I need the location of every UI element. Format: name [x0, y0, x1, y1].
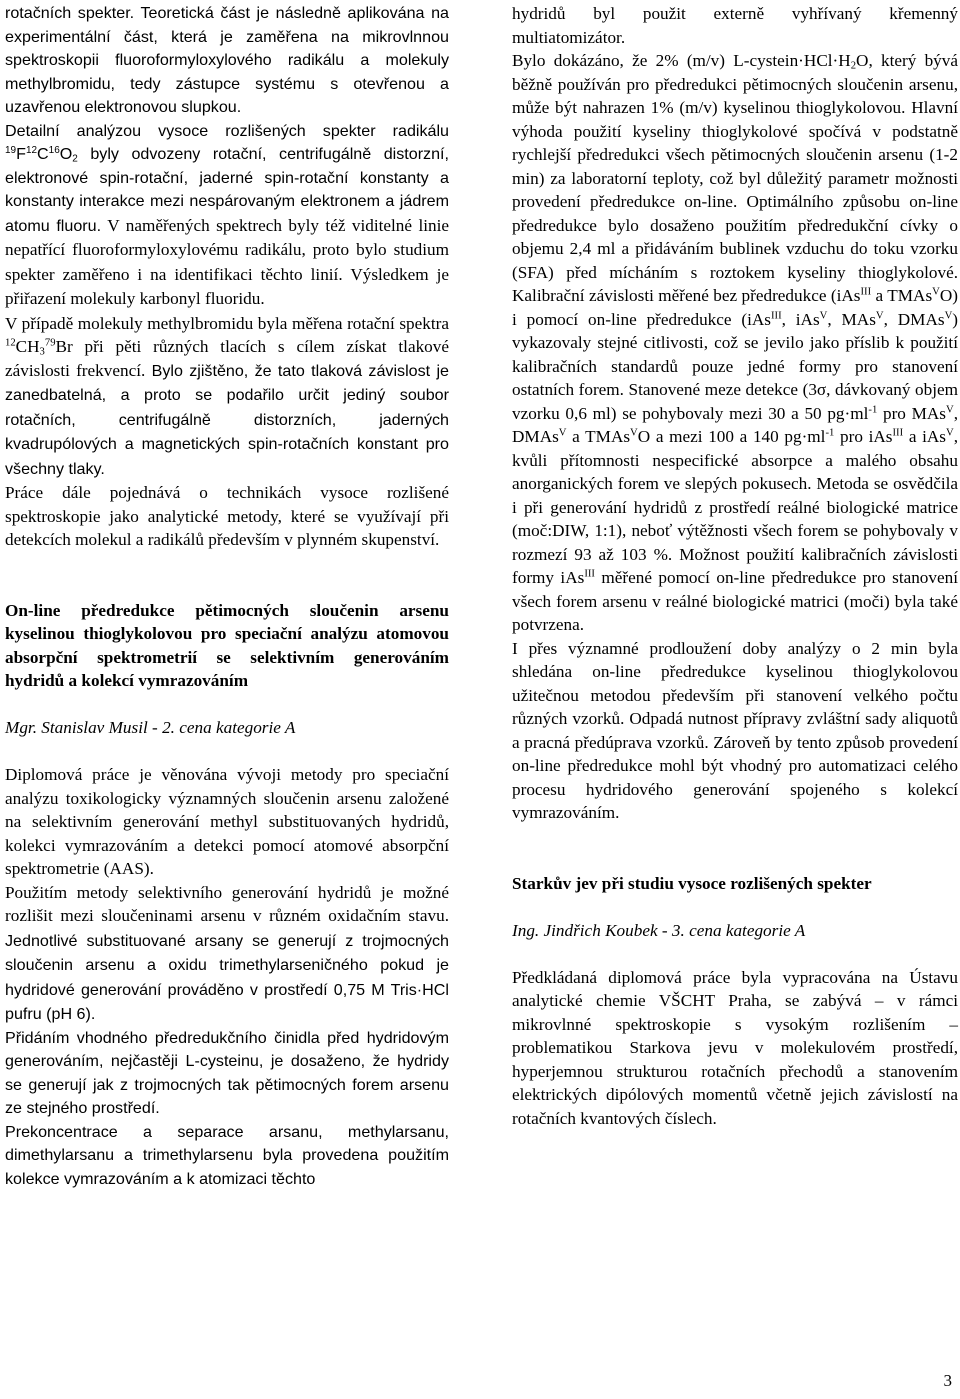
left-column — [5, 2, 449, 1191]
preconcentration-paragraph: Prekoncentrace a separace arsanu, methylarsanu, dimethylarsanu a trimethylarsenu byla provedena použitím kolekce vymrazováním a k atomizaci těchto — [5, 1122, 449, 1188]
section-title: Starkův jev při studiu vysoce rozlišených spekter — [512, 873, 872, 893]
selective-generation-paragraph: Použitím metody selektivního generování hydridů je možné rozlišit mezi sloučeninami arsenu v různém oxidačním stavu. Jednotlivé substituované arsany se generují z trojmocných sloučenin arsenu a oxidu trimethylarseničného pokud je hydridové generování prováděno v prostředí 0,75 M Tris·HCl pufru (pH 6). — [5, 882, 449, 1023]
radical-paragraph: Detailní analýzou vysoce rozlišených spekter radikálu $^{19}F^{12}C^{16}O_2$ byly odvozeny rotační, centrifugálně distorzní, elektronové spin-rotační, jaderné spin-rotační konstanty a konstanty interakce mezi nespárovaným elektronem a jádrem atomu fluoru. V naměřených spektrech byly též viditelné linie nepatřící fluoroformyloxylovému radikálu, proto bylo studium spekter zaměřeno i na identifikaci těchto linií. Výsledkem je přiřazení molekuly karbonyl fluoridu. — [5, 121, 450, 308]
section-author: Mgr. Stanislav Musil - 2. cena kategorie A — [5, 718, 296, 737]
section-author: Ing. Jindřich Koubek - 3. cena kategorie A — [512, 920, 806, 940]
conclusion-paragraph: I přes významné prodloužení doby analýzy o 2 min byla shledána on-line předredukce kyselinou thioglykolovou užitečnou metodou především při stanovení velkého počtu různých vzorků. Odpadá nutnost přípravy zvláštní sady aliquotů a pracná předúprava vzorků. Zároveň by tento způsob provedení on-line předredukce mohl být vhodný pro automatizaci celého procesu hydridového generování spojeného s kolekcí vymrazováním. — [512, 638, 958, 822]
atomizer-paragraph: hydridů byl použit externě vyhřívaný křemenný multiatomizátor. — [512, 4, 958, 47]
techniques-paragraph: Práce dále pojednává o technikách vysoce rozlišené spektroskopie jako analytické metody, které se využívají při detekcích molekul a radikálů především v plynném skupenství. — [5, 483, 449, 549]
intro-paragraph: rotačních spekter. Teoretická část je následně aplikována na experimentální část, která je zaměřena na mikrovlnnou spektroskopii fluoroformyloxylového radikálu a molekuly methylbromidu, tedy zástupce systému s otevřenou a uzavřenou elektronovou slupkou. — [5, 4, 449, 116]
stark-paragraph: Předkládaná diplomová práce byla vypracována na Ústavu analytické chemie VŠCHT Praha, se zabývá – v rámci mikrovlnné spektroskopie s vysokým rozlišením – problematikou Starkova jevu v molekulovém prostředí, hyperjemnou strukturou rotačních přechodů a stanovením elektrických dipólových momentů včetně jejich závislostí na rotačních kvantových číslech. — [512, 967, 958, 1128]
results-paragraph: Bylo dokázáno, že 2% (m/v) $L-cystein\cdot HCl\cdot H_2O$, který bývá běžně používán pro předredukci pětimocných sloučenin arsenu, může být nahrazen 1% (m/v) kyselinou thioglykolovou. Hlavní výhoda použití kyseliny thioglykolové spočívá v podstatně rychlejší předredukci všech pětimocných sloučenin arsenu (1-2 min) za laboratorní teploty, což byl důležitý parametr možnosti provedení předredukce on-line. Optimálního způsobu on-line předredukce bylo dosaženo použitím předredukční cívky o objemu 2,4 ml a přidáváním bublinek vzduchu do toku vzorku (SFA) před mícháním s roztokem kyseliny thioglykolové. Kalibrační závislosti měřené bez předredukce (iAs$^{III}$ a TMAs$^V$O) i pomocí on-line předredukce (iAs$^{III}$, iAs$^V$, MAs$^V$, DMAs$^V$) vykazovaly stejné citlivosti, což se jevilo jako příslib k použití kalibračních standardů pouze jedné formy pro stanovení ostatních forem. Stanovené meze detekce (3σ, dávkovaný objem vzorku 0,6 ml) se pohybovaly mezi 30 a 50 $pg\cdot ml^{-1}$ pro MAs$^V$, DMAs$^V$ a TMAs$^V$O a mezi 100 a 140 $pg\cdot ml^{-1}$ pro iAs$^{III}$ a iAs$^V$, kvůli přítomnosti nespecifické absorpce a malého obsahu anorganických forem ve slepých pokusech. Metoda se osvědčila i při generování hydridů z prostředí reálné biologické matrice (moč:DIW, 1:1), neboť výtěžnosti všech forem se pohybovaly v rozmezí 93 až 103 %. Možnost použití kalibračních závislosti formy iAs$^{III}$ měřené pomocí on-line předredukce pro stanovení všech forem arsenu v reálné biologické matrici (moči) byla také potvrzena. — [512, 51, 959, 634]
thesis-paragraph: Diplomová práce je věnována vývoji metody pro speciační analýzu toxikologicky významných sloučenin arsenu založené na selektivním generování methyl substituovaných hydridů, kolekci vymrazováním a detekci pomocí atomové absorpční spektrometrie (AAS). — [5, 765, 449, 878]
right-column — [512, 2, 958, 1130]
page-number: 3 — [943, 1371, 952, 1390]
methylbromide-paragraph: V případě molekuly methylbromidu byla měřena rotační spektra $^{12}CH_3^{79}Br$ při pěti různých tlacích s cílem získat tlakové závislosti frekvencí. Bylo zjištěno, že tato tlaková závislost je zanedbatelná, a proto se podařilo určit jediný soubor rotačních, centrifugálně distorzních, jaderných kvadrupólových a magnetických spin-rotačních konstant pro všechny tlaky. — [5, 313, 449, 478]
section-title: On-line předredukce pětimocných sloučenin arsenu kyselinou thioglykolovou pro speciační analýzu atomovou absorpční spektrometrií se selektivním generováním hydridů a kolekcí vymrazováním — [5, 600, 449, 690]
prereduction-paragraph: Přidáním vhodného předredukčního činidla před hydridovým generováním, nejčastěji L-cysteinu, je dosaženo, že hydridy se generují jak z trojmocných tak pětimocných forem arsenu ze stejného prostředí. — [5, 1028, 449, 1117]
